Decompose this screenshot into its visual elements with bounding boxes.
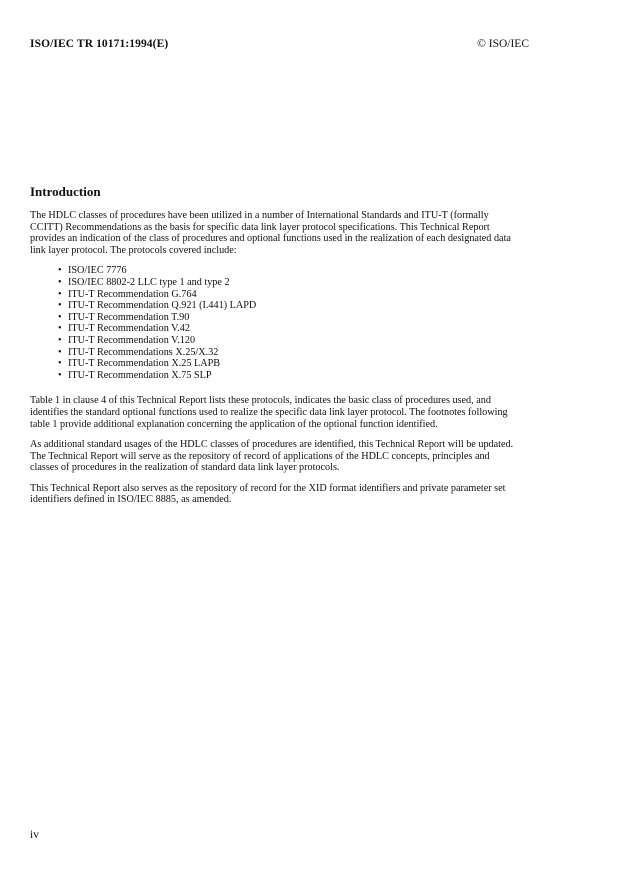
protocol-name: ISO/IEC 8802-2 LLC type 1 and type 2 — [68, 276, 230, 288]
intro-paragraph-1: The HDLC classes of procedures have been utilized in a number of International Standards and ITU-T (formally CCITT) Recommendations as the basis for specific data link layer protocol specifications. This Technical Report provides an indication of the class of procedures and optional functions used in the realization of each designated data link layer protocol. The protocols covered include: — [30, 210, 511, 256]
bullet-icon: • — [58, 311, 62, 323]
list-item — [58, 347, 520, 359]
protocol-name: ITU-T Recommendation V.42 — [68, 323, 190, 335]
protocol-name: ISO/IEC 7776 — [68, 265, 127, 277]
bullet-icon: • — [58, 288, 62, 300]
intro-paragraph-3: As additional standard usages of the HDLC classes of procedures are identified, this Technical Report will be updated. The Technical Report will serve as the repository of record of applications of the HDLC concepts, principles and classes of procedures in the realization of standard data link layer protocols. — [30, 439, 514, 474]
intro-paragraph-4: This Technical Report also serves as the repository of record for the XID format identifiers and private parameter set identifiers defined in ISO/IEC 8885, as amended. — [30, 482, 506, 506]
bullet-icon: • — [58, 358, 62, 370]
bullet-icon: • — [58, 323, 62, 335]
protocol-name: ITU-T Recommendation T.90 — [68, 311, 190, 323]
protocol-name: ITU-T Recommendations X.25/X.32 — [68, 346, 219, 358]
page-number: iv — [30, 829, 39, 841]
intro-paragraph-2: Table 1 in clause 4 of this Technical Report lists these protocols, indicates the basic class of procedures used, and identifies the standard optional functions used to realize the specific data link layer protocol. The footnotes following table 1 provide additional explanation concerning the application of the optional function identified. — [30, 395, 508, 430]
bullet-icon: • — [58, 346, 62, 358]
protocol-name: ITU-T Recommendation X.25 LAPB — [68, 358, 221, 370]
list-item — [58, 312, 520, 324]
protocol-name: ITU-T Recommendation Q.921 (I.441) LAPD — [68, 300, 257, 312]
section-title: Introduction — [30, 184, 101, 199]
list-item — [58, 335, 520, 347]
introduction-body — [30, 210, 520, 515]
list-item — [58, 289, 520, 301]
bullet-icon: • — [58, 276, 62, 288]
bullet-icon: • — [58, 300, 62, 312]
bullet-icon: • — [58, 334, 62, 346]
protocol-list — [30, 265, 520, 381]
list-item — [58, 300, 520, 312]
copyright-notice: © ISO/IEC — [477, 38, 529, 50]
list-item — [58, 277, 520, 289]
list-item — [58, 265, 520, 277]
protocol-name: ITU-T Recommendation G.764 — [68, 288, 197, 300]
list-item — [58, 358, 520, 370]
document-identifier: ISO/IEC TR 10171:1994(E) — [30, 38, 169, 50]
list-item — [58, 370, 520, 382]
protocol-name: ITU-T Recommendation X.75 SLP — [68, 369, 212, 381]
protocol-name: ITU-T Recommendation V.120 — [68, 334, 196, 346]
bullet-icon: • — [58, 369, 62, 381]
bullet-icon: • — [58, 265, 62, 277]
list-item — [58, 323, 520, 335]
